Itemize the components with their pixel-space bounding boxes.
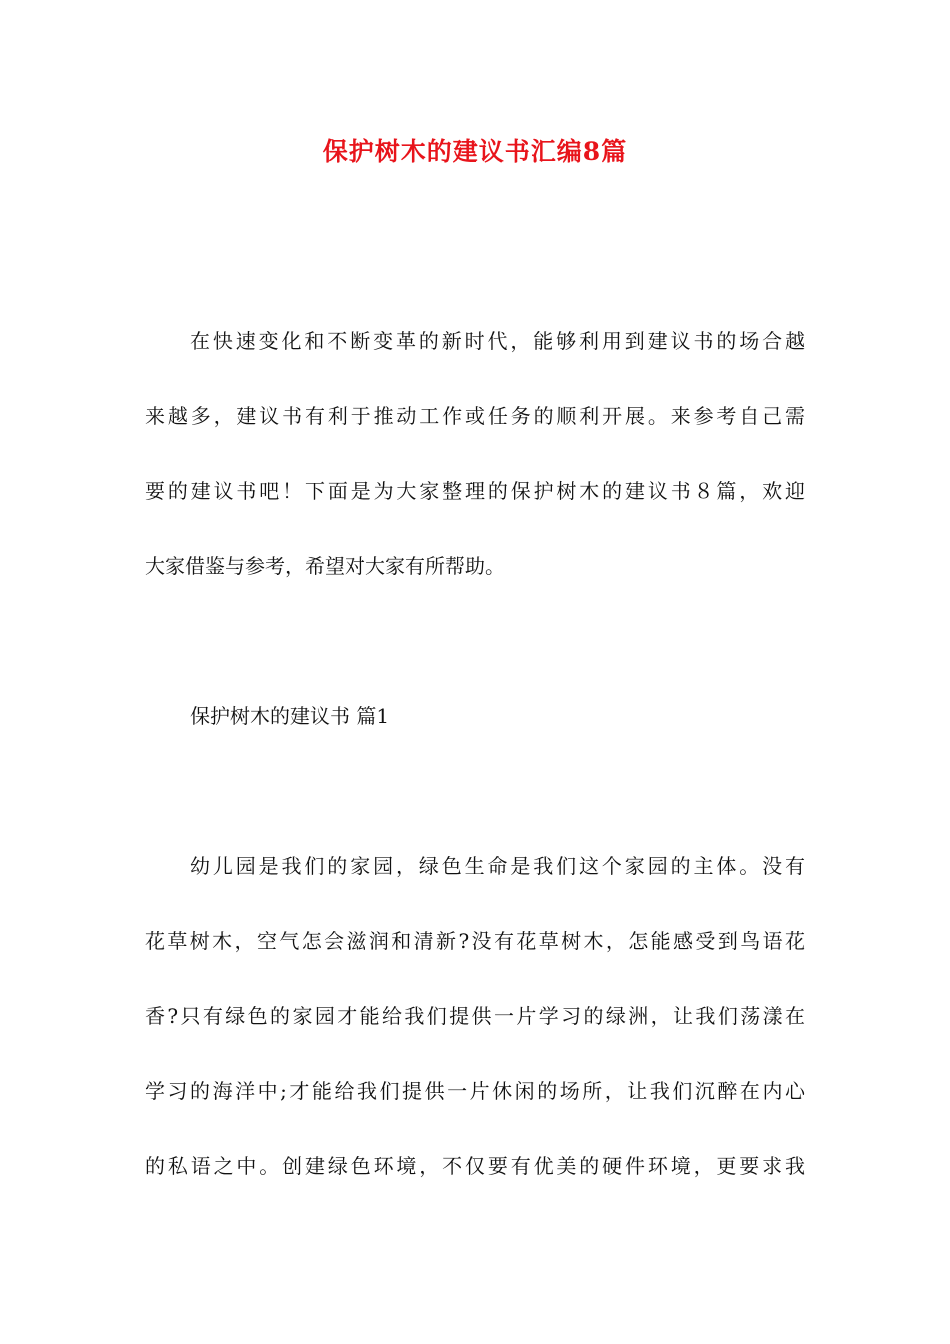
intro-line-1: 在快速变化和不断变革的新时代，能够利用到建议书的场合越: [190, 329, 805, 353]
document-title: 保护树木的建议书汇编8篇: [322, 137, 628, 166]
body-line-1: 幼儿园是我们的家园，绿色生命是我们这个家园的主体。没有: [190, 854, 805, 878]
intro-line-3: 要的建议书吧！下面是为大家整理的保护树木的建议书８篇，欢迎: [145, 479, 805, 503]
body-line-5: 的私语之中。创建绿色环境，不仅要有优美的硬件环境，更要求我: [145, 1154, 805, 1178]
section-heading: 保护树木的建议书 篇1: [190, 704, 390, 728]
body-line-4: 学习的海洋中;才能给我们提供一片休闲的场所，让我们沉醉在内心: [145, 1079, 805, 1103]
intro-line-2: 来越多，建议书有利于推动工作或任务的顺利开展。来参考自己需: [145, 404, 805, 428]
intro-line-4: 大家借鉴与参考，希望对大家有所帮助。: [145, 554, 505, 578]
body-line-2: 花草树木，空气怎会滋润和清新?没有花草树木，怎能感受到鸟语花: [145, 929, 805, 953]
body-line-3: 香?只有绿色的家园才能给我们提供一片学习的绿洲，让我们荡漾在: [145, 1004, 805, 1028]
